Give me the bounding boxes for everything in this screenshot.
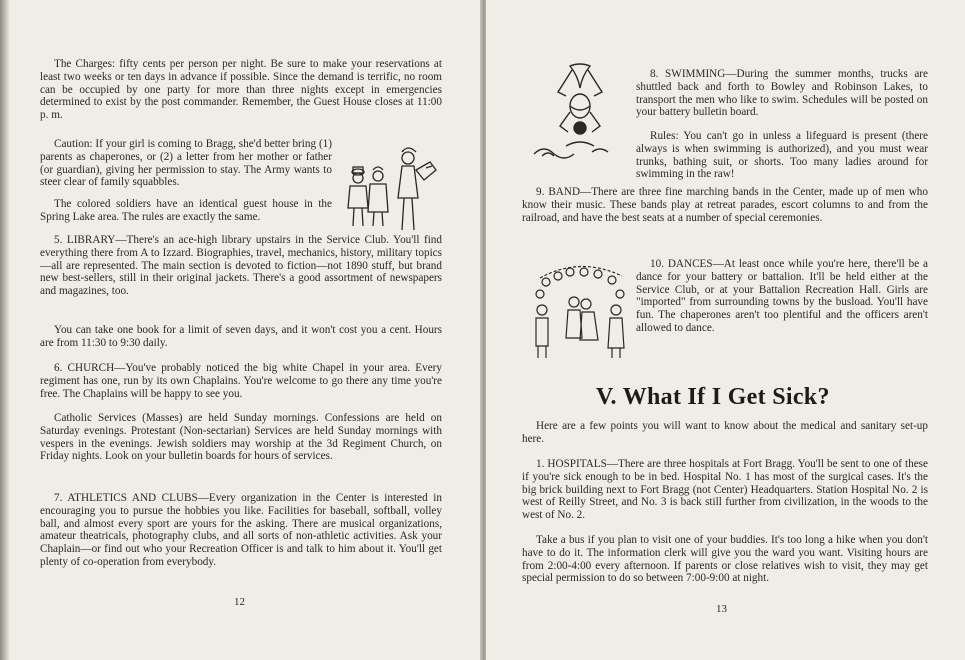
- paragraph-swimming-rules: Rules: You can't go in unless a lifeguard is present (there always is when swimming is authorized), and you must wear trunks, bathing suit, or shorts. Too many ladies around for swimming in the raw!: [636, 130, 928, 181]
- page-edge-shadow: [0, 0, 10, 660]
- paragraph-band: 9. BAND—There are three fine marching bands in the Center, made up of men who know their music. These bands play at retreat parades, escort columns to and from the railroad, and have the best seats at a number of special ceremonies.: [522, 186, 928, 224]
- paragraph-church: 6. CHURCH—You've probably noticed the big white Chapel in your area. Every regiment has one, run by its own Chaplains. You're welcome to go there any time you're free. The Chaplains will be happy to see you.: [40, 362, 442, 400]
- paragraph-library: 5. LIBRARY—There's an ace-high library upstairs in the Service Club. You'll find everything there from A to Izzard. Biographies, travel, mechanics, history, military topics—all are represented. The main section is devoted to fiction—not 1890 stuff, but brand new best-sellers, still in their original jackets. There's a good assortment of newspapers and magazines, too.: [40, 234, 442, 298]
- paragraph-take-one-book: You can take one book for a limit of seven days, and it won't cost you a cent. Hours are from 11:30 to 9:30 daily.: [40, 324, 442, 349]
- page-number-left: 12: [234, 596, 245, 608]
- paragraph-visiting: Take a bus if you plan to visit one of your buddies. It's too long a hike when you don't have to do it. The information clerk will give you the ward you want. Visiting hours are from 2:00-4:00 every afternoon. If parents or close relatives wish to visit, they may get special permission to do so between 7:00-9:00 at night.: [522, 534, 928, 585]
- swimmer-icon: [530, 62, 630, 170]
- paragraph-intro-medical: Here are a few points you will want to know about the medical and sanitary set-up here.: [522, 420, 928, 445]
- paragraph-charges: The Charges: fifty cents per person per night. Be sure to make your reservations at least two weeks or ten days in advance if possible. Since the demand is terrific, no room can be occupied by one party for more than three nights except in emergencies determined to exist by the post commander. Remember, the Guest House closes at 11:00 p. m.: [40, 58, 442, 122]
- paragraph-colored-guest-house: The colored soldiers have an identical guest house in the Spring Lake area. The rules are exactly the same.: [40, 198, 332, 223]
- page-number-right: 13: [716, 603, 727, 615]
- section-heading: V. What If I Get Sick?: [596, 384, 830, 410]
- paragraph-hospitals: 1. HOSPITALS—There are three hospitals at Fort Bragg. You'll be sent to one of these if you're sick enough to be in bed. Hospital No. 1 has most of the surgical cases. It's the big brick building next to Fort Bragg (not Center) Headquarters. Station Hospital No. 2 is west of Reilly Street, and No. 3 is back still further from civilization, in the woods to the west of No. 2.: [522, 458, 928, 522]
- paragraph-caution: Caution: If your girl is coming to Bragg, she'd better bring (1) parents as chaperones, or (2) a letter from her mother or father (or guardian), giving her permission to stay. The Army wants to steer clear of family squabbles.: [40, 138, 332, 189]
- left-page: [0, 0, 482, 660]
- family-group-icon: [340, 138, 444, 234]
- dance-crowd-icon: [530, 254, 630, 362]
- paragraph-catholic-services: Catholic Services (Masses) are held Sunday mornings. Confessions are held on Saturday evenings. Protestant (Non-sectarian) Services are held Sunday mornings with vespers in the evenings. Jewish soldiers may worship at the 3d Regiment Church, on Friday nights. Look on your bulletin boards for hours of services.: [40, 412, 442, 463]
- paragraph-athletics: 7. ATHLETICS AND CLUBS—Every organization in the Center is interested in encouraging you to pursue the hobbies you like. Facilities for baseball, softball, volley ball, and almost every sport are yours for the asking. There are musical organizations, amateur theatricals, photography clubs, and all sorts of non-athletic activities. Ask your Chaplain—or find out who your Recreation Officer is and talk to him about it. You'll get plenty of co-operation from everybody.: [40, 492, 442, 568]
- paragraph-swimming: 8. SWIMMING—During the summer months, trucks are shuttled back and forth to Bowley and Robinson Lakes, to transport the men who like to swim. Schedules will be posted on your battery bulletin board.: [636, 68, 928, 119]
- paragraph-dances: 10. DANCES—At least once while you're here, there'll be a dance for your battery or battalion. It'll be held either at the Service Club, or at your Battalion Recreation Hall. Girls are "imported" from surrounding towns by the busload. You'll have fun. The chaperones aren't too plentiful and the officers aren't allowed to dance.: [636, 258, 928, 334]
